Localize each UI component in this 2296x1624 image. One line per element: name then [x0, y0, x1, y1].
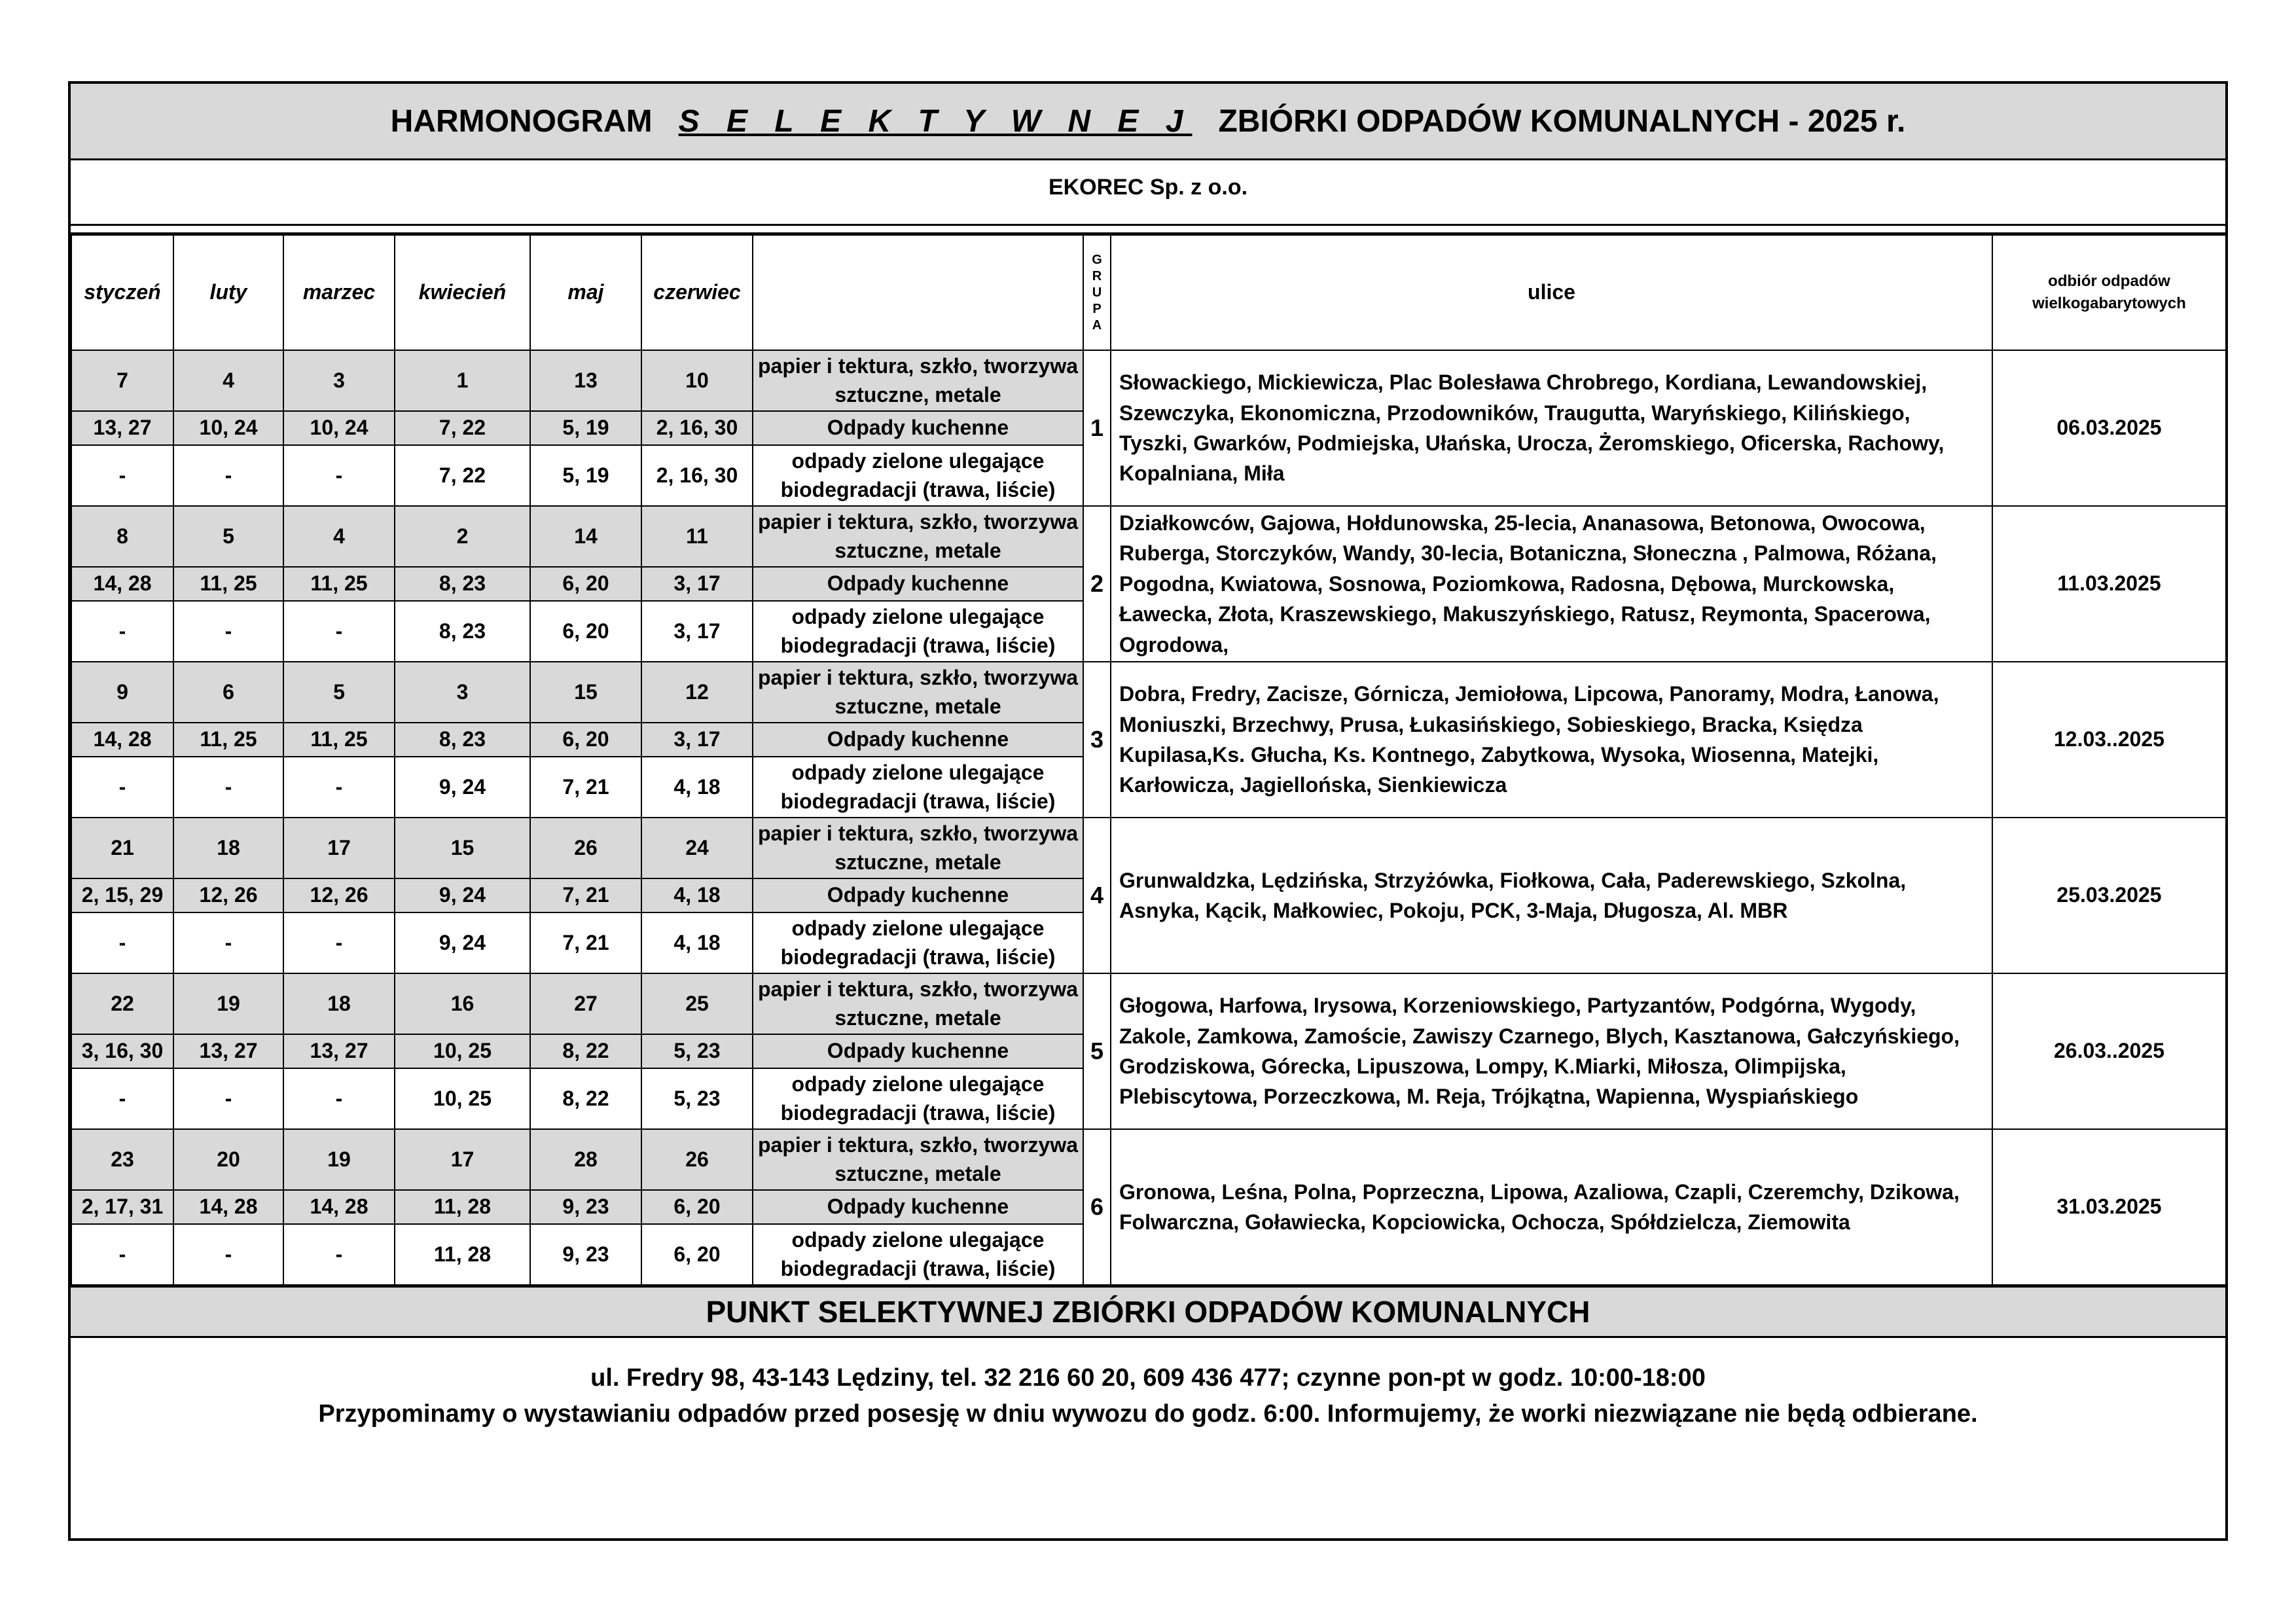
date-cell: - — [71, 757, 173, 818]
col-month-4: kwiecień — [395, 235, 530, 350]
streets-list: Dobra, Fredry, Zacisze, Górnicza, Jemiołowa, Lipcowa, Panoramy, Modra, Łanowa, Moniuszki, Brzechwy, Prusa, Łukasińskiego, Sobieskiego, Bracka, Księdza Kupilasa,Ks. Głucha, Ks. Kontnego, Zabytkowa, Wysoka, Wiosenna, Matejki, Karłowicza, Jagiellońska, Sienkiewicza — [1111, 662, 1992, 818]
date-cell: 7, 21 — [530, 878, 641, 912]
waste-type-label: papier i tektura, szkło, tworzywa sztuczne, metale — [753, 818, 1083, 878]
date-cell: 22 — [71, 973, 173, 1034]
date-cell: 9, 23 — [530, 1190, 641, 1224]
date-cell: 3 — [395, 662, 530, 723]
date-cell: - — [173, 445, 283, 506]
streets-list: Gronowa, Leśna, Polna, Poprzeczna, Lipowa, Azaliowa, Czapli, Czeremchy, Dzikowa, Folwarczna, Goławiecka, Kopciowicka, Ochocza, Spółdzielcza, Ziemowita — [1111, 1129, 1992, 1285]
footer-title: PUNKT SELEKTYWNEJ ZBIÓRKI ODPADÓW KOMUNALNYCH — [71, 1286, 2225, 1338]
date-cell: 19 — [173, 973, 283, 1034]
schedule-body — [71, 350, 2226, 1285]
bulky-pickup-date: 06.03.2025 — [1992, 350, 2226, 506]
date-cell: 8, 23 — [395, 601, 530, 662]
date-cell: 6, 20 — [641, 1190, 753, 1224]
date-cell: - — [283, 757, 395, 818]
date-cell: - — [283, 912, 395, 973]
schedule-table — [71, 234, 2227, 1286]
date-cell: 6, 20 — [641, 1224, 753, 1285]
schedule-sheet — [68, 81, 2228, 1541]
schedule-row-paper — [71, 506, 2226, 567]
date-cell: 27 — [530, 973, 641, 1034]
date-cell: 4, 18 — [641, 912, 753, 973]
date-cell: 11, 28 — [395, 1190, 530, 1224]
waste-type-label: Odpady kuchenne — [753, 723, 1083, 757]
date-cell: 6, 20 — [530, 567, 641, 601]
date-cell: - — [71, 912, 173, 973]
date-cell: 7, 22 — [395, 445, 530, 506]
date-cell: 13, 27 — [173, 1034, 283, 1068]
date-cell: 10, 25 — [395, 1068, 530, 1129]
date-cell: 2, 15, 29 — [71, 878, 173, 912]
date-cell: 10, 24 — [283, 411, 395, 445]
date-cell: 4 — [173, 350, 283, 411]
date-cell: 8, 22 — [530, 1034, 641, 1068]
page-title — [71, 84, 2225, 160]
header-row — [71, 235, 2226, 350]
date-cell: 3, 16, 30 — [71, 1034, 173, 1068]
date-cell: 2, 16, 30 — [641, 411, 753, 445]
date-cell: 9 — [71, 662, 173, 723]
date-cell: - — [283, 1068, 395, 1129]
footer-info — [71, 1338, 2225, 1432]
date-cell: 11, 25 — [173, 567, 283, 601]
waste-type-label: papier i tektura, szkło, tworzywa sztuczne, metale — [753, 350, 1083, 411]
col-month-1: styczeń — [71, 235, 173, 350]
waste-type-label: odpady zielone ulegające biodegradacji (trawa, liście) — [753, 1068, 1083, 1129]
waste-type-label: odpady zielone ulegające biodegradacji (trawa, liście) — [753, 601, 1083, 662]
date-cell: 11, 25 — [283, 567, 395, 601]
bulky-pickup-date: 12.03..2025 — [1992, 662, 2226, 818]
date-cell: 12 — [641, 662, 753, 723]
date-cell: 14, 28 — [173, 1190, 283, 1224]
group-number: 5 — [1083, 973, 1111, 1129]
waste-type-label: papier i tektura, szkło, tworzywa sztuczne, metale — [753, 506, 1083, 567]
date-cell: 12, 26 — [283, 878, 395, 912]
col-streets: ulice — [1111, 235, 1992, 350]
date-cell: 14, 28 — [71, 723, 173, 757]
date-cell: 26 — [530, 818, 641, 878]
col-month-6: czerwiec — [641, 235, 753, 350]
date-cell: 14, 28 — [71, 567, 173, 601]
waste-type-label: odpady zielone ulegające biodegradacji (trawa, liście) — [753, 757, 1083, 818]
date-cell: 13, 27 — [71, 411, 173, 445]
date-cell: - — [173, 912, 283, 973]
date-cell: 6, 20 — [530, 723, 641, 757]
date-cell: 6 — [173, 662, 283, 723]
date-cell: 5 — [283, 662, 395, 723]
date-cell: 13 — [530, 350, 641, 411]
group-number: 2 — [1083, 506, 1111, 662]
date-cell: - — [71, 1068, 173, 1129]
date-cell: 2, 17, 31 — [71, 1190, 173, 1224]
date-cell: 2, 16, 30 — [641, 445, 753, 506]
date-cell: - — [71, 601, 173, 662]
date-cell: 8, 23 — [395, 723, 530, 757]
group-header-label: G R U P A — [1092, 252, 1102, 333]
date-cell: 18 — [173, 818, 283, 878]
date-cell: 11, 25 — [173, 723, 283, 757]
date-cell: 9, 24 — [395, 878, 530, 912]
date-cell: 17 — [283, 818, 395, 878]
bulky-pickup-date: 11.03.2025 — [1992, 506, 2226, 662]
date-cell: 15 — [395, 818, 530, 878]
date-cell: 19 — [283, 1129, 395, 1190]
date-cell: 17 — [395, 1129, 530, 1190]
date-cell: 3 — [283, 350, 395, 411]
date-cell: 5 — [173, 506, 283, 567]
date-cell: - — [283, 601, 395, 662]
date-cell: 7, 21 — [530, 757, 641, 818]
waste-type-label: odpady zielone ulegające biodegradacji (trawa, liście) — [753, 445, 1083, 506]
title-suffix: ZBIÓRKI ODPADÓW KOMUNALNYCH - 2025 r. — [1218, 103, 1906, 139]
date-cell: 13, 27 — [283, 1034, 395, 1068]
date-cell: - — [173, 1068, 283, 1129]
schedule-row-paper — [71, 818, 2226, 878]
waste-type-label: papier i tektura, szkło, tworzywa sztuczne, metale — [753, 662, 1083, 723]
date-cell: 3, 17 — [641, 567, 753, 601]
col-group — [1083, 235, 1111, 350]
footer-notice: Przypominamy o wystawianiu odpadów przed posesję w dniu wywozu do godz. 6:00. Informujemy, że worki niezwiązane nie będą odbierane. — [318, 1400, 1978, 1428]
bulky-pickup-date: 26.03..2025 — [1992, 973, 2226, 1129]
col-month-2: luty — [173, 235, 283, 350]
date-cell: 15 — [530, 662, 641, 723]
col-bulky: odbiór odpadów wielkogabarytowych — [1992, 235, 2226, 350]
date-cell: 10 — [641, 350, 753, 411]
waste-type-label: odpady zielone ulegające biodegradacji (trawa, liście) — [753, 1224, 1083, 1285]
date-cell: 9, 23 — [530, 1224, 641, 1285]
date-cell: - — [283, 1224, 395, 1285]
date-cell: 21 — [71, 818, 173, 878]
group-number: 6 — [1083, 1129, 1111, 1285]
date-cell: 26 — [641, 1129, 753, 1190]
group-number: 1 — [1083, 350, 1111, 506]
schedule-row-paper — [71, 350, 2226, 411]
date-cell: 10, 25 — [395, 1034, 530, 1068]
date-cell: 11, 28 — [395, 1224, 530, 1285]
date-cell: - — [71, 1224, 173, 1285]
date-cell: 4, 18 — [641, 878, 753, 912]
schedule-row-paper — [71, 1129, 2226, 1190]
date-cell: 11 — [641, 506, 753, 567]
date-cell: 4 — [283, 506, 395, 567]
waste-type-label: Odpady kuchenne — [753, 1190, 1083, 1224]
date-cell: 5, 19 — [530, 445, 641, 506]
date-cell: 5, 19 — [530, 411, 641, 445]
date-cell: 5, 23 — [641, 1068, 753, 1129]
title-prefix: HARMONOGRAM — [390, 103, 653, 139]
date-cell: 11, 25 — [283, 723, 395, 757]
date-cell: 7, 22 — [395, 411, 530, 445]
date-cell: 3, 17 — [641, 723, 753, 757]
date-cell: 2 — [395, 506, 530, 567]
bulky-pickup-date: 31.03.2025 — [1992, 1129, 2226, 1285]
date-cell: 14 — [530, 506, 641, 567]
date-cell: 7 — [71, 350, 173, 411]
date-cell: 23 — [71, 1129, 173, 1190]
date-cell: 9, 24 — [395, 912, 530, 973]
date-cell: 25 — [641, 973, 753, 1034]
waste-type-label: odpady zielone ulegające biodegradacji (trawa, liście) — [753, 912, 1083, 973]
streets-list: Słowackiego, Mickiewicza, Plac Bolesława Chrobrego, Kordiana, Lewandowskiej, Szewczyka, Ekonomiczna, Przodowników, Traugutta, Waryńskiego, Kilińskiego, Tyszki, Gwarków, Podmiejska, Ułańska, Urocza, Żeromskiego, Oficerska, Rachowy, Kopalniana, Miła — [1111, 350, 1992, 506]
date-cell: 16 — [395, 973, 530, 1034]
waste-type-label: papier i tektura, szkło, tworzywa sztuczne, metale — [753, 973, 1083, 1034]
schedule-row-paper — [71, 973, 2226, 1034]
date-cell: 1 — [395, 350, 530, 411]
divider — [71, 226, 2225, 234]
waste-type-label: Odpady kuchenne — [753, 411, 1083, 445]
date-cell: 9, 24 — [395, 757, 530, 818]
date-cell: 4, 18 — [641, 757, 753, 818]
date-cell: - — [173, 601, 283, 662]
waste-type-label: Odpady kuchenne — [753, 1034, 1083, 1068]
date-cell: 12, 26 — [173, 878, 283, 912]
date-cell: 20 — [173, 1129, 283, 1190]
streets-list: Grunwaldzka, Lędzińska, Strzyżówka, Fiołkowa, Cała, Paderewskiego, Szkolna, Asnyka, Kącik, Małkowiec, Pokoju, PCK, 3-Maja, Długosza, Al. MBR — [1111, 818, 1992, 973]
date-cell: - — [173, 1224, 283, 1285]
date-cell: 8 — [71, 506, 173, 567]
date-cell: 8, 22 — [530, 1068, 641, 1129]
date-cell: 6, 20 — [530, 601, 641, 662]
bulky-pickup-date: 25.03.2025 — [1992, 818, 2226, 973]
schedule-row-paper — [71, 662, 2226, 723]
col-month-3: marzec — [283, 235, 395, 350]
company-name: EKOREC Sp. z o.o. — [71, 160, 2225, 226]
date-cell: 10, 24 — [173, 411, 283, 445]
waste-type-label: papier i tektura, szkło, tworzywa sztuczne, metale — [753, 1129, 1083, 1190]
date-cell: - — [283, 445, 395, 506]
title-emphasis: S E L E K T Y W N E J — [678, 103, 1193, 139]
footer-address: ul. Fredry 98, 43-143 Lędziny, tel. 32 216 60 20, 609 436 477; czynne pon-pt w godz. 10:00-18:00 — [590, 1364, 1706, 1392]
date-cell: 8, 23 — [395, 567, 530, 601]
date-cell: 14, 28 — [283, 1190, 395, 1224]
streets-list: Działkowców, Gajowa, Hołdunowska, 25-lecia, Ananasowa, Betonowa, Owocowa, Ruberga, Storczyków, Wandy, 30-lecia, Botaniczna, Słoneczna , Palmowa, Różana, Pogodna, Kwiatowa, Sosnowa, Poziomkowa, Radosna, Dębowa, Murckowska, Ławecka, Złota, Kraszewskiego, Makuszyńskiego, Ratusz, Reymonta, Spacerowa, Ogrodowa, — [1111, 506, 1992, 662]
date-cell: 3, 17 — [641, 601, 753, 662]
date-cell: 24 — [641, 818, 753, 878]
group-number: 3 — [1083, 662, 1111, 818]
date-cell: 18 — [283, 973, 395, 1034]
date-cell: 7, 21 — [530, 912, 641, 973]
waste-type-label: Odpady kuchenne — [753, 567, 1083, 601]
date-cell: 28 — [530, 1129, 641, 1190]
date-cell: - — [71, 445, 173, 506]
col-month-5: maj — [530, 235, 641, 350]
date-cell: - — [173, 757, 283, 818]
streets-list: Głogowa, Harfowa, Irysowa, Korzeniowskiego, Partyzantów, Podgórna, Wygody, Zakole, Zamkowa, Zamoście, Zawiszy Czarnego, Blych, Kasztanowa, Gałczyńskiego, Grodziskowa, Górecka, Lipuszowa, Lompy, K.Miarki, Miłosza, Olimpijska, Plebiscytowa, Porzeczkowa, M. Reja, Trójkątna, Wapienna, Wyspiańskiego — [1111, 973, 1992, 1129]
col-waste-type — [753, 235, 1083, 350]
date-cell: 5, 23 — [641, 1034, 753, 1068]
waste-type-label: Odpady kuchenne — [753, 878, 1083, 912]
group-number: 4 — [1083, 818, 1111, 973]
